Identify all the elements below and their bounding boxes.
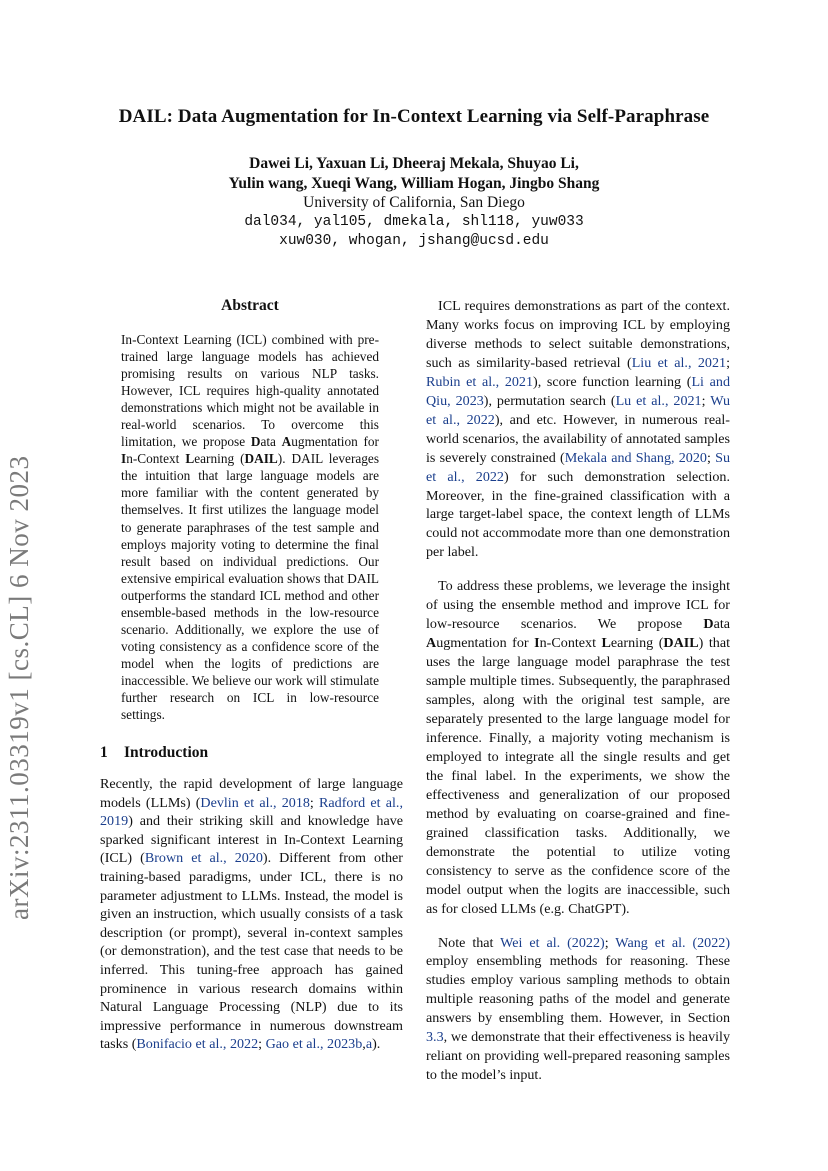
citation-link[interactable]: Radford et al., 2019 [100,794,403,830]
citation-link[interactable]: Wei et al. [500,934,561,951]
abstract-heading: Abstract [221,297,279,314]
affiliation: University of California, San Diego [303,194,525,211]
authors-line-1: Dawei Li, Yaxuan Li, Dheeraj Mekala, Shuyao Li, [249,155,579,172]
right-column [426,297,730,1100]
section-heading-introduction [100,744,208,762]
section-number: 1 [100,744,108,761]
arxiv-stamp [4,455,34,930]
author-block [0,154,828,252]
citation-link[interactable]: Liu et al., 2021 [631,354,727,371]
citation-link[interactable]: Wang et al. [615,934,686,951]
citation-link[interactable]: (2022) [692,934,731,951]
citation-link[interactable]: Bonifacio et al., 2022 [136,1036,259,1053]
citation-link[interactable]: Su et al., 2022 [426,449,730,485]
right-paragraph-3: Note that Wei et al. (2022); Wang et al. (2022) employ ensembling methods for reasoning. These studies employ various sampling methods to obtain multiple reasoning paths of the model and generate answers by ensembling them. However, in Section 3.3, we demonstrate that their effectiveness is heavily reliant on providing well-prepared reasoning samples to the model’s input. [426,934,731,1084]
citation-link[interactable]: (2022) [567,934,605,951]
abstract-body: In-Context Learning (ICL) combined with pre-trained large language models has achieved promising results on various NLP tasks. However, ICL requires high-quality annotated demonstrations which might not be available in real-world scenarios. To overcome this limitation, we propose Data Augmentation for In-Context Learning (DAIL). DAIL leverages the intuition that large language models are more familiar with the content generated by themselves. It first utilizes the language model to generate paraphrases of the test sample and employs majority voting to determine the final result based on individual predictions. Our extensive empirical evaluation shows that DAIL outperforms the standard ICL method and other ensemble-based methods in the low-resource scenario. Additionally, we explore the use of voting consistency as a confidence score of the model when the logits of predictions are inaccessible. We believe our work will stimulate further research on ICL in low-resource settings. [121,332,379,723]
authors-line-2: Yulin wang, Xueqi Wang, William Hogan, Jingbo Shang [228,174,600,192]
citation-link[interactable]: Li and Qiu, 2023 [426,373,730,409]
paper-title: DAIL: Data Augmentation for In-Context Learning via Self-Paraphrase [118,106,710,127]
citation-link[interactable]: Wu et al., 2022 [426,392,730,428]
citation-link[interactable]: Brown et al., 2020 [144,850,263,867]
section-ref-link[interactable]: 3.3 [426,1029,444,1046]
right-paragraph-2: To address these problems, we leverage the insight of using the ensemble method and improve ICL for low-resource scenarios. We propose Data Augmentation for In-Context Learning (DAIL) that uses the large language model paraphrase the test sample multiple times. Subsequently, the paraphrased samples, along with the original test sample, are separately presented to the large language model for inference. Finally, a majority voting mechanism is employed to integrate all the single results and get the final label. In the experiments, we show the effectiveness and generalization of our proposed method by evaluating on coarse-grained and fine-grained classification tasks. Additionally, we demonstrate the potential to utilize voting consistency to serve as the confidence score of the model output when the logits are inaccessible, such as for closed LLMs (e.g. ChatGPT). [426,578,731,917]
introduction-paragraph: Recently, the rapid development of large language models (LLMs) (Devlin et al., 2018; Radford et al., 2019) and their striking skill and knowledge have sparked significant interest in In-Context Learning (ICL) (Brown et al., 2020). Different from other training-based paradigms, under ICL, there is no parameter adjustment to LLMs. Instead, the model is given an instruction, which usually consists of a task description (or prompt), several in-context samples (or demonstration), and the test case that needs to be inferred. This tuning-free approach has gained prominence in various research domains within Natural Language Processing (NLP) due to its impressive performance in numerous downstream tasks (Bonifacio et al., 2022; Gao et al., 2023b,a). [100,776,403,1053]
emails-line-1: dal034, yal105, dmekala, shl118, yuw033 [244,213,584,230]
citation-link[interactable]: Rubin et al., 2021 [426,373,534,390]
citation-link[interactable]: Devlin et al., 2018 [200,794,310,811]
citation-link[interactable]: Mekala and Shang, 2020 [564,449,707,466]
section-title: Introduction [124,744,209,761]
emails-line-2: xuw030, whogan, jshang@ucsd.edu [279,233,549,249]
citation-link[interactable]: Gao et al., 2023b [265,1036,363,1053]
citation-link[interactable]: Lu et al., 2021 [615,392,702,409]
arxiv-stamp-text: arXiv:2311.03319v1 [cs.CL] 6 Nov 2023 [4,455,34,920]
citation-link[interactable]: a [365,1036,373,1053]
right-paragraph-1: ICL requires demonstrations as part of the context. Many works focus on improving ICL by employing diverse methods to select suitable demonstrations, such as similarity-based retrieval (Liu et al., 2021; Rubin et al., 2021), score function learning (Li and Qiu, 2023), permutation search (Lu et al., 2021; Wu et al., 2022), and etc. However, in numerous real-world scenarios, the availability of annotated samples is severely constrained (Mekala and Shang, 2020; Su et al., 2022) for such demonstration selection. Moreover, in the fine-grained classification with a large target-label space, the context length of LLMs could not accommodate more than one demonstration per label. [426,298,730,561]
